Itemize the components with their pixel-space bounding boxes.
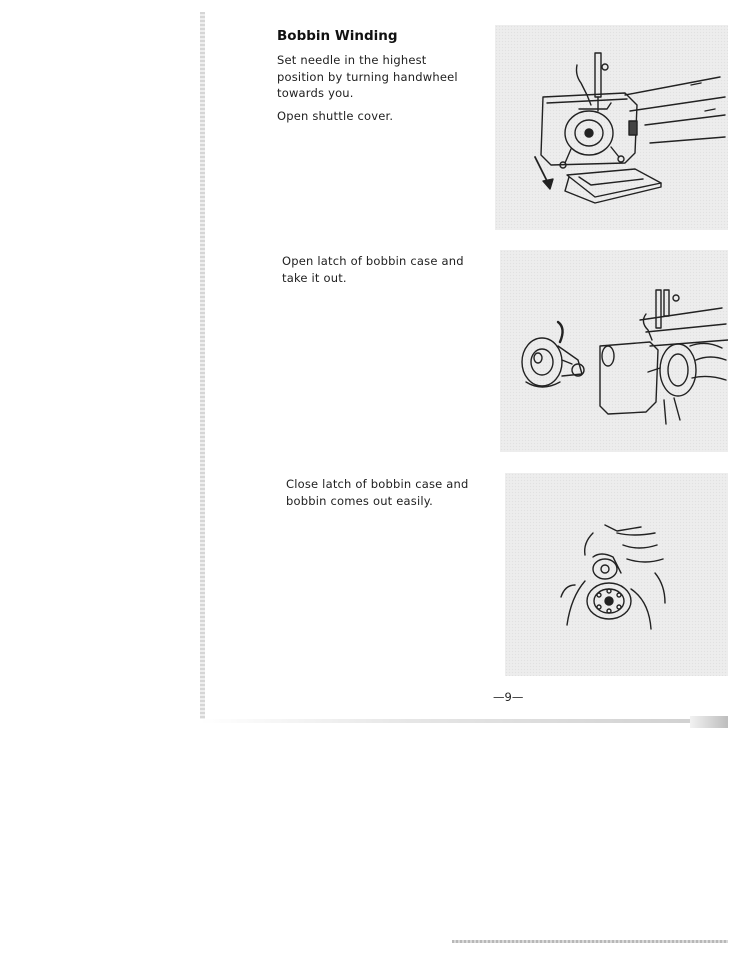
scan-artifact-line [452,940,728,943]
figure-open-shuttle-cover [495,25,728,230]
figure-bobbin-out [505,473,728,676]
bobbin-release-illustration [505,473,728,676]
step-3-text: Open latch of bobbin case and take it out. [282,254,464,285]
page-corner-shadow [690,716,728,728]
figure-remove-bobbin-case [500,250,728,452]
page-number: —9— [493,690,524,704]
step-1-text: Set needle in the highest position by turning handwheel towards you. [277,53,458,100]
step-2-text: Open shuttle cover. [277,109,394,123]
page-bottom-edge [200,719,728,723]
page-binding-edge [200,12,205,720]
bobbin-case-removal-illustration [500,250,728,452]
step-4-text: Close latch of bobbin case and bobbin comes out easily. [286,477,469,508]
sewing-machine-shuttle-illustration [495,25,728,230]
section-title: Bobbin Winding [277,28,398,44]
